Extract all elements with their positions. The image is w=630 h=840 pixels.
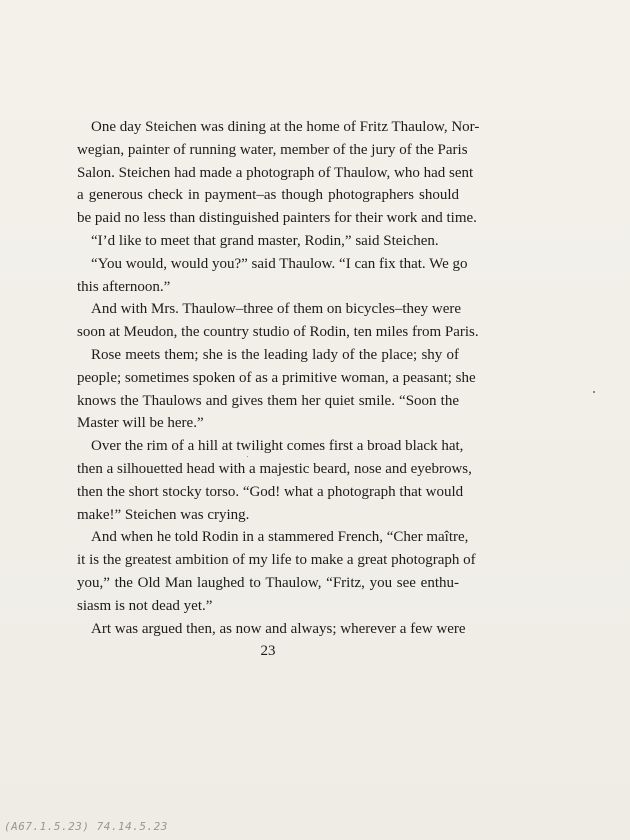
paragraph xyxy=(77,344,476,435)
text-line: One day Steichen was dining at the home of Fritz Thaulow, Nor- xyxy=(91,119,480,135)
text-line: Art was argued then, as now and always; wherever a few were xyxy=(91,620,466,637)
text-line: knows the Thaulows and gives them her quiet smile. “Soon the xyxy=(77,392,459,409)
text-line: wegian, painter of running water, member of the jury of the Paris xyxy=(77,141,468,158)
paragraph xyxy=(77,253,468,299)
page-number: 23 xyxy=(260,643,276,659)
text-line: be paid no less than distinguished painters for their work and time. xyxy=(77,210,477,227)
text-line: “You would, would you?” said Thaulow. “I can fix that. We go xyxy=(91,255,468,272)
body-text xyxy=(77,116,480,640)
text-line: Rose meets them; she is the leading lady of the place; shy of xyxy=(91,346,459,363)
text-line: make!” Steichen was crying. xyxy=(77,506,250,523)
text-line: you,” the Old Man laughed to Thaulow, “Fritz, you see enthu- xyxy=(77,574,459,591)
paper-speck xyxy=(593,391,595,393)
text-line: siasm is not dead yet.” xyxy=(77,597,213,614)
paragraph xyxy=(77,116,480,230)
text-line: Over the rim of a hill at twilight comes first a broad black hat, xyxy=(91,438,464,455)
text-line: it is the greatest ambition of my life to make a great photograph of xyxy=(77,552,476,569)
paragraph xyxy=(77,618,466,641)
paragraph xyxy=(77,435,472,526)
text-line: Salon. Steichen had made a photograph of Thaulow, who had sent xyxy=(77,164,474,181)
text-line: “I’d like to meet that grand master, Rodin,” said Steichen. xyxy=(91,232,439,249)
pencil-accession-note: (A67.1.5.23) 74.14.5.23 xyxy=(4,820,168,833)
paragraph xyxy=(77,298,479,344)
text-line: And when he told Rodin in a stammered French, “Cher maître, xyxy=(91,529,469,546)
text-line: this afternoon.” xyxy=(77,278,171,295)
paragraph xyxy=(77,230,459,253)
text-line: Master will be here.” xyxy=(77,415,204,432)
paper-speck xyxy=(247,456,248,457)
text-line: soon at Meudon, the country studio of Rodin, ten miles from Paris. xyxy=(77,324,479,341)
text-line: then a silhouetted head with a majestic beard, nose and eyebrows, xyxy=(77,460,472,477)
text-line: then the short stocky torso. “God! what a photograph that would xyxy=(77,483,464,500)
text-line: people; sometimes spoken of as a primitive woman, a peasant; she xyxy=(77,369,476,386)
text-line: And with Mrs. Thaulow–three of them on bicycles–they were xyxy=(91,301,462,318)
paragraph xyxy=(77,526,476,617)
text-line: a generous check in payment–as though photographers should xyxy=(77,187,459,204)
